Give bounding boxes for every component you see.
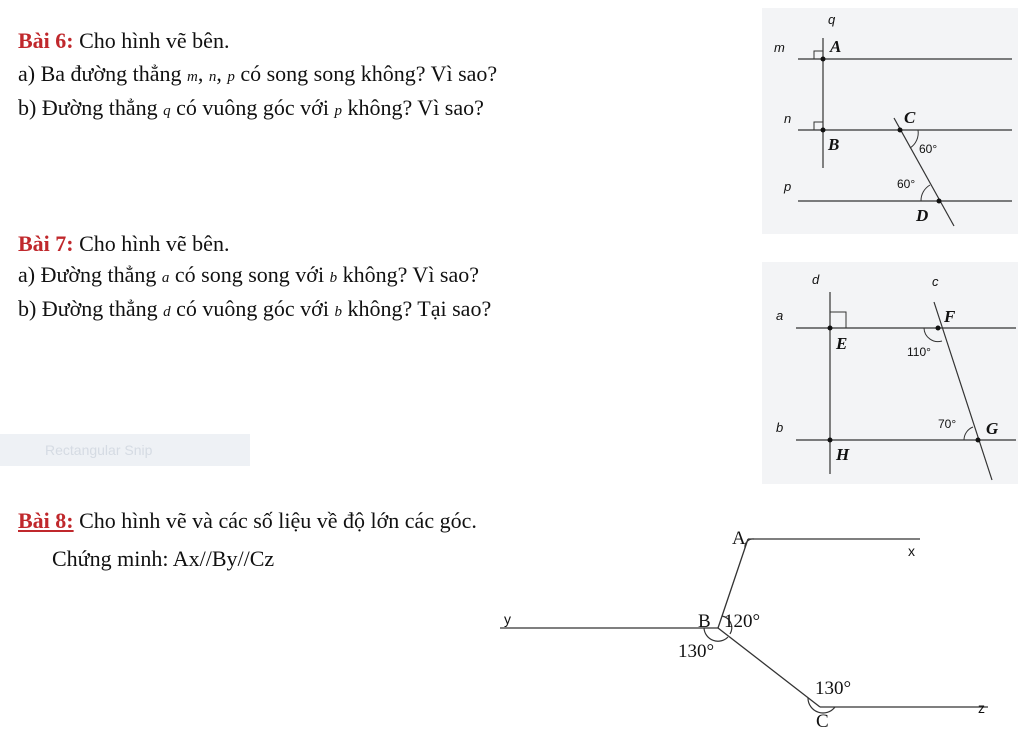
- angle-label-g: 70°: [938, 417, 957, 431]
- angle-arc-a: [745, 539, 754, 548]
- point-c: [898, 128, 903, 133]
- bai7-title: Bài 7:: [18, 231, 74, 256]
- bai8-intro: Cho hình vẽ và các số liệu về độ lớn các góc.: [73, 508, 477, 533]
- bai6-title: Bài 6:: [18, 28, 74, 53]
- bai6-b-pre: b) Đường thẳng: [18, 95, 164, 120]
- point-e: [828, 326, 833, 331]
- label-g: G: [986, 419, 999, 438]
- bai7-heading: [18, 231, 229, 257]
- bai6-intro: Cho hình vẽ bên.: [73, 28, 230, 53]
- bai6-question-a: [18, 61, 497, 90]
- point-f: [936, 326, 941, 331]
- bai6-question-b: [18, 95, 484, 124]
- bai6-a-m: m: [186, 69, 198, 85]
- bai6-figure-bg: [762, 8, 1018, 234]
- snip-overlay: Rectangular Snip: [0, 434, 250, 466]
- bai6-a-p: p: [227, 69, 235, 85]
- bai8-title: Bài 8:: [18, 508, 74, 533]
- bai7-b-d: d: [163, 304, 171, 320]
- bai6-a-post: có song song không? Vì sao?: [234, 61, 498, 86]
- angle-label-b-bottom: 130°: [678, 641, 715, 662]
- bai8-heading: [18, 508, 477, 534]
- point-h: [828, 438, 833, 443]
- segment-bc: [718, 628, 820, 707]
- bai7-intro: Cho hình vẽ bên.: [73, 231, 230, 256]
- bai6-a-sep1: ,: [197, 61, 209, 86]
- angle-label-d: 60°: [897, 177, 916, 191]
- angle-label-c: 130°: [815, 678, 852, 699]
- label-b: B: [698, 611, 711, 632]
- bai6-b-q: q: [163, 103, 171, 119]
- label-b: B: [828, 135, 840, 154]
- bai8-prove: Chứng minh: Ax//By//Cz: [52, 546, 275, 571]
- bai7-question-a: [18, 262, 479, 291]
- bai7-b-mid: có vuông góc với: [170, 296, 335, 321]
- angle-label-c: 60°: [919, 142, 938, 156]
- label-c: C: [816, 711, 829, 732]
- bai6-figure: [762, 8, 1018, 234]
- label-a: A: [830, 37, 842, 56]
- bai6-a-sep2: ,: [216, 61, 228, 86]
- label-c-line: c: [932, 274, 939, 289]
- bai6-b-post: không? Vì sao?: [341, 95, 484, 120]
- point-d: [937, 199, 942, 204]
- label-q: q: [828, 12, 836, 27]
- bai7-a-mid: có song song với: [169, 262, 330, 287]
- label-m: m: [774, 40, 785, 55]
- bai7-question-b: [18, 296, 491, 325]
- label-x: x: [908, 543, 915, 559]
- label-n: n: [784, 111, 792, 126]
- point-a: [821, 57, 826, 62]
- bai7-a-b: b: [329, 270, 338, 286]
- angle-label-f: 110°: [907, 345, 931, 359]
- point-g: [976, 438, 981, 443]
- bai6-heading: [18, 28, 229, 54]
- bai8-figure: [490, 524, 1010, 733]
- label-b-line: b: [776, 420, 784, 435]
- label-d: d: [812, 272, 820, 287]
- bai6-b-p: p: [334, 103, 342, 119]
- bai7-figure: [762, 262, 1018, 484]
- label-d: D: [916, 206, 929, 225]
- label-h: H: [836, 445, 850, 464]
- bai7-b-pre: b) Đường thẳng: [18, 296, 164, 321]
- bai6-a-pre: a) Ba đường thẳng: [18, 61, 187, 86]
- label-f: F: [944, 307, 956, 326]
- bai7-a-post: không? Vì sao?: [337, 262, 480, 287]
- point-b: [821, 128, 826, 133]
- bai7-b-b: b: [334, 304, 342, 320]
- bai6-a-n: n: [208, 69, 217, 85]
- label-z: z: [978, 700, 985, 716]
- label-p: p: [784, 179, 792, 194]
- bai7-b-post: không? Tại sao?: [341, 296, 492, 321]
- label-a: A: [732, 528, 746, 549]
- label-a-line: a: [776, 308, 784, 323]
- bai6-b-mid: có vuông góc với: [170, 95, 335, 120]
- label-c: C: [904, 108, 916, 127]
- angle-label-b-top: 120°: [724, 611, 761, 632]
- label-e: E: [836, 334, 848, 353]
- label-y: y: [504, 611, 511, 627]
- bai7-figure-bg: [762, 262, 1018, 484]
- bai7-a-pre: a) Đường thẳng: [18, 262, 162, 287]
- bai7-a-a: a: [161, 270, 170, 286]
